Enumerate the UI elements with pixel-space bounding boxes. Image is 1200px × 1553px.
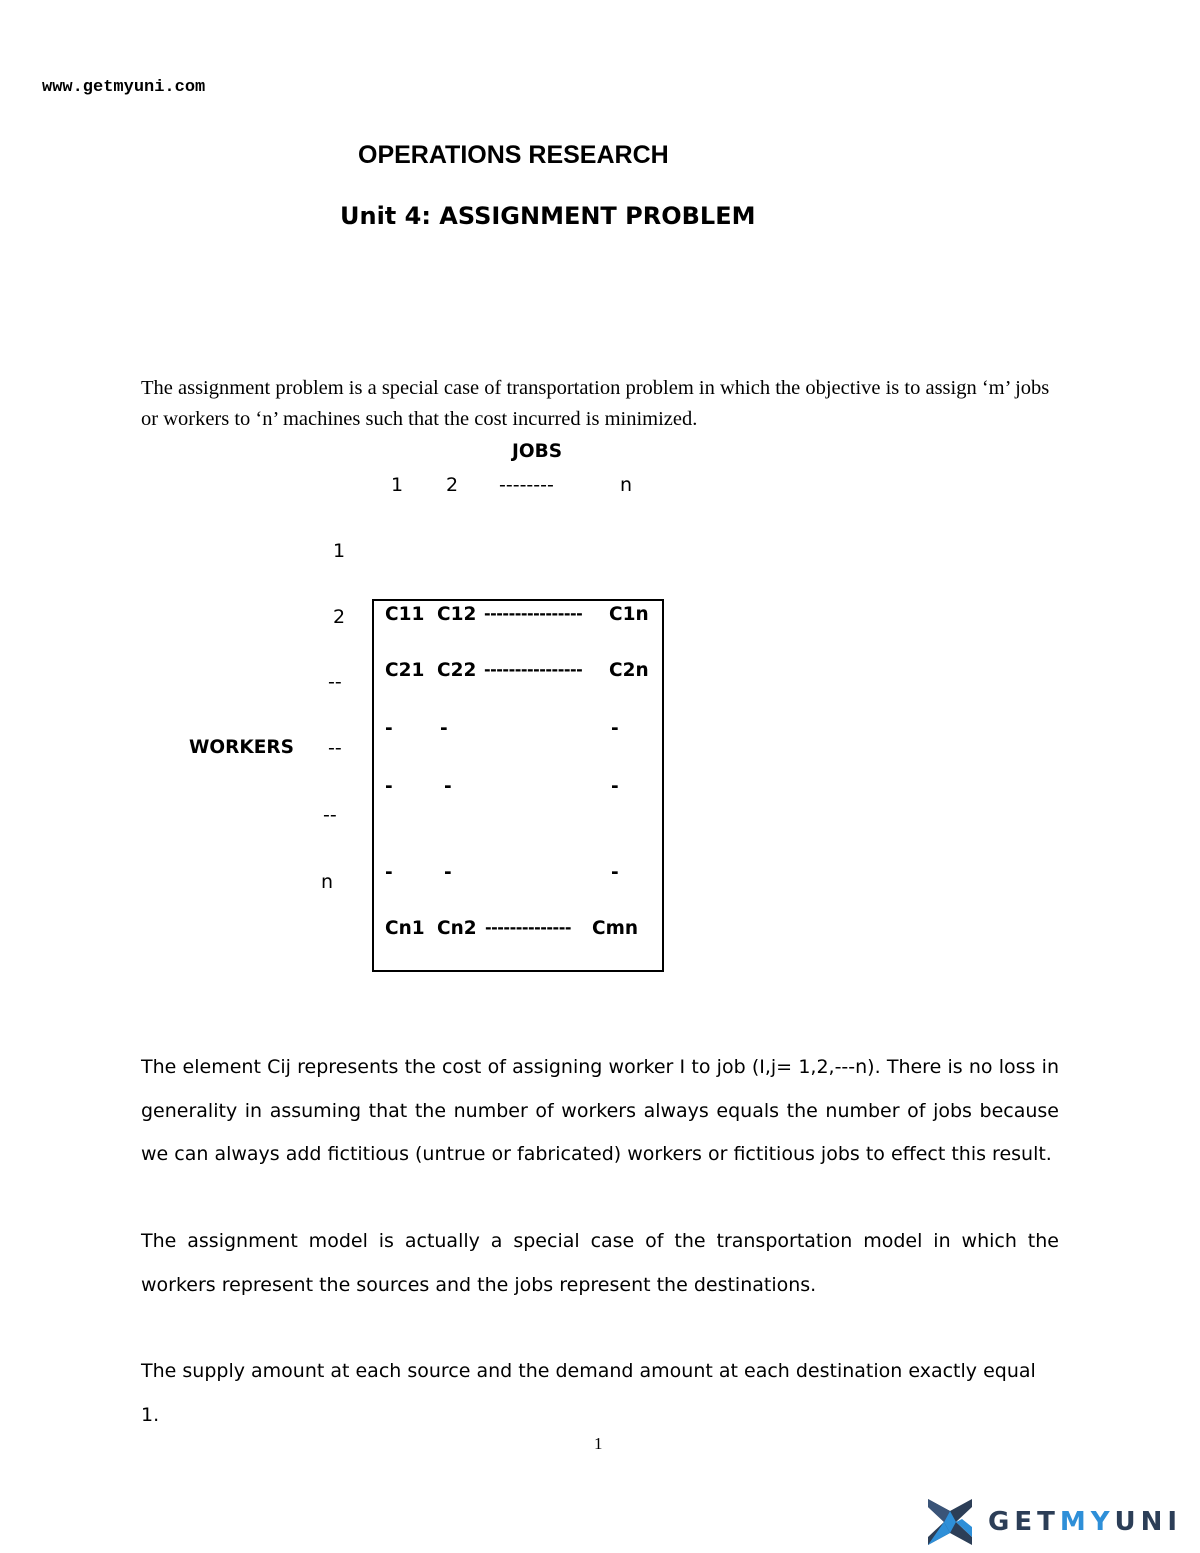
- matrix-cell: -: [444, 776, 452, 797]
- matrix-cell: -: [611, 862, 619, 883]
- matrix-cell: --------------: [485, 918, 571, 937]
- matrix-cell: C1n: [609, 604, 649, 625]
- matrix-cell: Cmn: [592, 918, 639, 939]
- matrix-cell: -: [385, 862, 393, 883]
- paragraph: The assignment model is actually a special case of the transportation model in which the workers represent the sources and the jobs represent the destinations.: [141, 1230, 1059, 1296]
- matrix-cell: -: [611, 776, 619, 797]
- matrix-cell: C22: [437, 660, 477, 681]
- matrix-cell: C11: [385, 604, 425, 625]
- paragraph: The element Cij represents the cost of assigning worker I to job (I,j= 1,2,---n). There is no loss in generality in assuming that the number of workers always equals the number of jobs because we can always add fictitious (untrue or fabricated) workers or fictitious jobs to effect this result.: [141, 1056, 1059, 1165]
- matrix-cell: -: [385, 718, 393, 739]
- worker-label: 1: [333, 540, 346, 562]
- page-title: OPERATIONS RESEARCH: [358, 141, 669, 169]
- matrix-cell: C21: [385, 660, 425, 681]
- cost-matrix: [372, 599, 664, 972]
- matrix-cell: -: [611, 718, 619, 739]
- page-subtitle: Unit 4: ASSIGNMENT PROBLEM: [340, 202, 756, 230]
- matrix-cell: -: [444, 862, 452, 883]
- matrix-cell: -: [385, 776, 393, 797]
- getmyuni-logo-icon: [926, 1497, 974, 1547]
- worker-label: --: [328, 737, 342, 759]
- jobs-label: JOBS: [512, 441, 563, 462]
- job-header: 1: [391, 474, 404, 496]
- worker-label: 2: [333, 606, 346, 628]
- job-header: --------: [499, 474, 554, 496]
- worker-label: --: [328, 671, 342, 693]
- matrix-cell: Cn1: [385, 918, 425, 939]
- intro-paragraph: The assignment problem is a special case of transportation problem in which the objective is to assign ‘m’ jobs or workers to ‘n’ machines such that the cost incurred is minimized.: [141, 377, 1050, 430]
- workers-label: WORKERS: [189, 737, 294, 758]
- page-number: 1: [594, 1434, 603, 1453]
- matrix-cell: -: [440, 718, 448, 739]
- logo-text-part: UNI: [1114, 1507, 1183, 1537]
- logo-text-part: GET: [988, 1507, 1060, 1537]
- matrix-cell: C12: [437, 604, 477, 625]
- footer-logo-text: [988, 1507, 1182, 1537]
- worker-label: --: [323, 804, 337, 826]
- matrix-cell: ----------------: [484, 604, 583, 623]
- matrix-cell: Cn2: [437, 918, 477, 939]
- job-header: n: [620, 474, 633, 496]
- matrix-cell: C2n: [609, 660, 649, 681]
- job-header: 2: [446, 474, 459, 496]
- worker-label: n: [321, 871, 334, 893]
- logo-text-part: MY: [1059, 1507, 1115, 1537]
- matrix-cell: ----------------: [484, 660, 583, 679]
- header-url: www.getmyuni.com: [42, 78, 206, 97]
- paragraph: The supply amount at each source and the demand amount at each destination exactly equal 1.: [141, 1360, 1036, 1426]
